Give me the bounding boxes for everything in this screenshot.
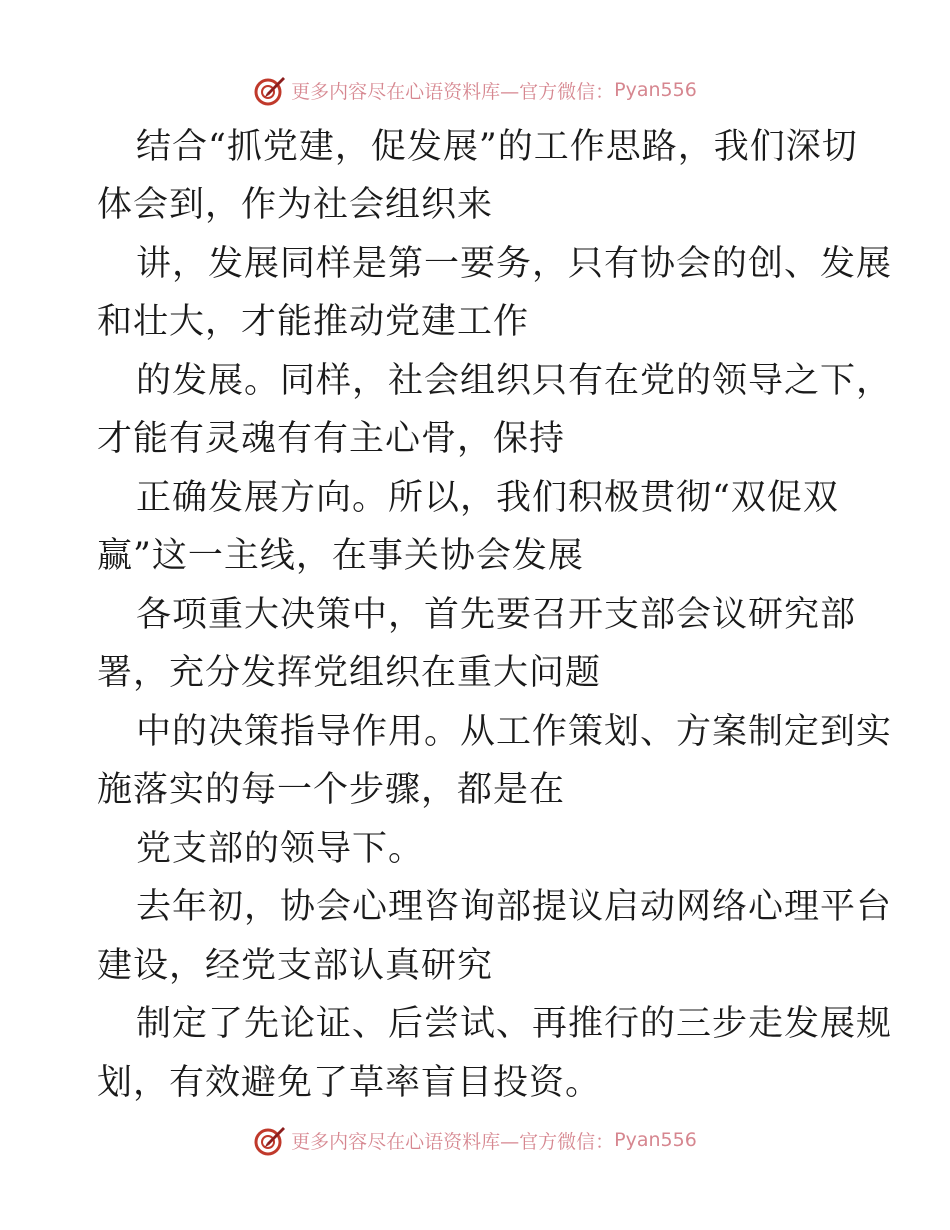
- body-line: 施落实的每一个步骤，都是在: [97, 770, 566, 810]
- body-line: 署，充分发挥党组织在重大问题: [97, 653, 602, 693]
- pen-logo-icon: [253, 73, 287, 107]
- body-line: 和壮大，才能推动党建工作: [97, 302, 530, 342]
- body-line: 各项重大决策中，首先要召开支部会议研究部: [136, 595, 857, 635]
- body-line: 划，有效避免了草率盲目投资。: [97, 1063, 602, 1103]
- body-line: 才能有灵魂有有主心骨，保持: [97, 419, 566, 459]
- body-line: 的发展。同样，社会组织只有在党的领导之下，: [136, 361, 893, 401]
- body-line: 赢”这一主线，在事关协会发展: [97, 536, 584, 576]
- body-line: 讲，发展同样是第一要务，只有协会的创、发展: [136, 244, 893, 284]
- banner-text: 更多内容尽在心语资料库—官方微信：: [291, 80, 615, 103]
- banner-wechat-id: Pyan556: [614, 1129, 697, 1151]
- banner-wechat-id: Pyan556: [614, 79, 697, 101]
- body-line: 建设，经党支部认真研究: [97, 946, 494, 986]
- body-line: 党支部的领导下。: [136, 829, 425, 869]
- pen-logo-icon: [253, 1123, 287, 1157]
- body-line: 去年初，协会心理咨询部提议启动网络心理平台: [136, 887, 893, 927]
- body-line: 中的决策指导作用。从工作策划、方案制定到实: [136, 712, 893, 752]
- header-watermark-banner: [0, 72, 950, 108]
- body-line: 结合“抓党建，促发展”的工作思路，我们深切: [136, 127, 858, 167]
- body-line: 正确发展方向。所以，我们积极贯彻“双促双: [136, 478, 839, 518]
- body-line: 制定了先论证、后尝试、再推行的三步走发展规: [136, 1004, 893, 1044]
- banner-text: 更多内容尽在心语资料库—官方微信：: [291, 1130, 615, 1153]
- body-line: 体会到，作为社会组织来: [97, 185, 494, 225]
- footer-watermark-banner: [0, 1122, 950, 1158]
